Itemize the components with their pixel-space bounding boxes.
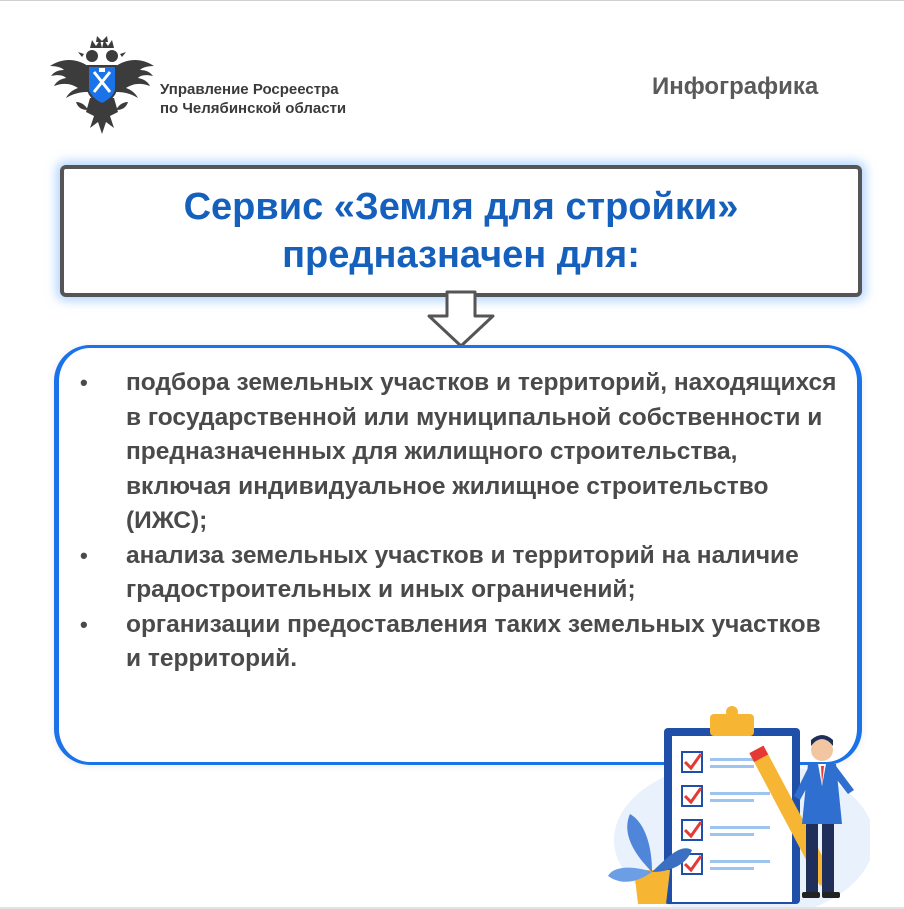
list-item — [80, 366, 840, 539]
title-line2: предназначен для: — [282, 234, 640, 276]
list-item-text: подбора земельных участков и территорий, находящихся в государственной или муниципальной собственности и предназначенных для жилищного строительства, включая индивидуальное жилищное строительство (ИЖС); — [126, 369, 837, 534]
frame-top-border — [0, 0, 904, 1]
list-item-text: анализа земельных участков и территорий на наличие градостроительных и иных ограничений; — [126, 541, 799, 603]
bullet: • — [80, 611, 88, 637]
organization-name-line2: по Челябинской области — [160, 100, 347, 117]
organization-name-line1: Управление Росреестра — [160, 81, 339, 98]
double-headed-eagle-emblem-icon — [48, 36, 156, 140]
title-line1: Сервис «Земля для стройки» — [183, 186, 739, 228]
list-item — [80, 539, 840, 608]
checklist-with-businessman-icon — [594, 700, 870, 907]
infographic-tag: Инфографика — [652, 73, 819, 100]
down-arrow-icon — [425, 290, 497, 348]
bullet: • — [80, 542, 88, 568]
list-item-text: организации предоставления таких земельных участков и территорий. — [126, 610, 821, 672]
list-item — [80, 608, 840, 677]
title-box — [60, 165, 862, 297]
organization-name — [160, 80, 346, 118]
purpose-list — [80, 366, 840, 677]
bullet: • — [80, 370, 88, 395]
